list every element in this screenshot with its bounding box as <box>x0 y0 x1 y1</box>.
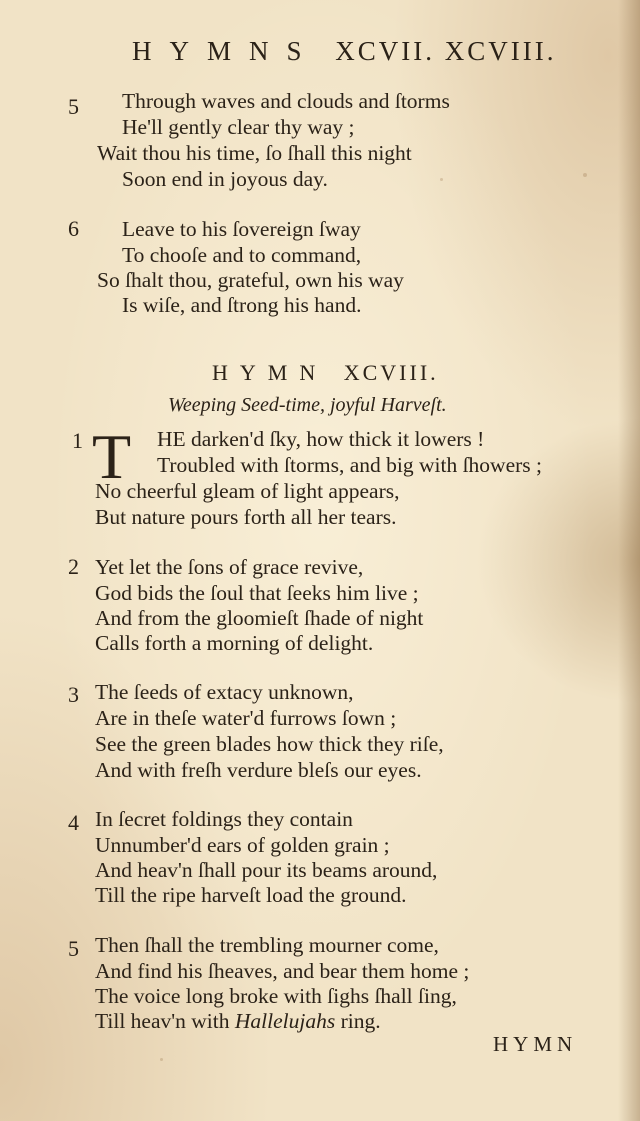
verse-line: Troubled with ſtorms, and big with ſhowers ; <box>157 453 543 477</box>
stanza-number: 2 <box>68 554 79 579</box>
verse-line: Wait thou his time, ſo ſhall this night <box>97 141 412 165</box>
verse-line: Is wiſe, and ſtrong his hand. <box>122 293 362 317</box>
verse-line: And heav'n ſhall pour its beams around, <box>95 858 438 882</box>
stanza-number: 5 <box>68 94 79 119</box>
foxing-spot <box>440 178 443 181</box>
verse-line: In ſecret foldings they contain <box>95 807 353 831</box>
verse-line: Leave to his ſovereign ſway <box>122 217 361 241</box>
stanza-number: 1 <box>72 428 83 453</box>
verse-line: He'll gently clear thy way ; <box>122 115 355 139</box>
verse-line: Calls forth a morning of delight. <box>95 631 374 655</box>
verse-line <box>157 426 484 452</box>
drop-cap: T <box>92 421 132 492</box>
verse-line: And with freſh verdure bleſs our eyes. <box>95 758 422 782</box>
verse-line: Through waves and clouds and ſtorms <box>122 89 450 113</box>
running-header <box>132 36 557 67</box>
verse-line: And from the gloomieſt ſhade of night <box>95 606 424 630</box>
verse-line: Then ſhall the trembling mourner come, <box>95 933 439 957</box>
hymn-subtitle: Weeping Seed-time, joyful Harveſt. <box>168 394 447 416</box>
verse-line: See the green blades how thick they riſe, <box>95 732 444 756</box>
foxing-spot <box>583 173 587 177</box>
verse-line: The voice long broke with ſighs ſhall ſing, <box>95 984 457 1008</box>
verse-line: The ſeeds of extacy unknown, <box>95 680 354 704</box>
stanza-number: 3 <box>68 682 79 707</box>
verse-line: So ſhalt thou, grateful, own his way <box>97 268 404 292</box>
header-hymn-numbers: XCVII. XCVIII. <box>335 36 557 66</box>
header-hymns-word: HYMNS <box>132 36 320 66</box>
foxing-spot <box>160 1058 163 1061</box>
verse-line: Soon end in joyous day. <box>122 167 328 191</box>
verse-line: Yet let the ſons of grace revive, <box>95 555 364 579</box>
verse-line: God bids the ſoul that ſeeks him live ; <box>95 581 419 605</box>
verse-line: No cheerful gleam of light appears, <box>95 479 400 503</box>
verse-line-text: darken'd ſky, how thick it lowers ! <box>191 427 485 451</box>
verse-line: Unnumber'd ears of golden grain ; <box>95 833 390 857</box>
stanza-number: 6 <box>68 216 79 241</box>
verse-line <box>95 1008 381 1034</box>
hallelujahs-italic: Hallelujahs <box>234 1009 336 1033</box>
verse-line: Are in theſe water'd furrows ſown ; <box>95 706 397 730</box>
verse-line: But nature pours forth all her tears. <box>95 505 397 529</box>
first-word-rest: HE <box>157 427 186 451</box>
catchword: HYMN <box>493 1032 578 1056</box>
verse-line: And find his ſheaves, and bear them home ; <box>95 959 470 983</box>
verse-line: To chooſe and to command, <box>122 243 362 267</box>
hymn-title-number: XCVIII. <box>343 360 439 385</box>
verse-line: Till the ripe harveſt load the ground. <box>95 883 407 907</box>
stanza-number: 5 <box>68 936 79 961</box>
page-edge-shadow <box>618 0 640 1121</box>
hymn-title <box>212 360 439 386</box>
verse-line-end: ring. <box>340 1009 381 1033</box>
stanza-number: 4 <box>68 810 79 835</box>
hymn-title-word: HYMN <box>212 360 328 385</box>
verse-line-text: Till heav'n with <box>95 1009 230 1033</box>
